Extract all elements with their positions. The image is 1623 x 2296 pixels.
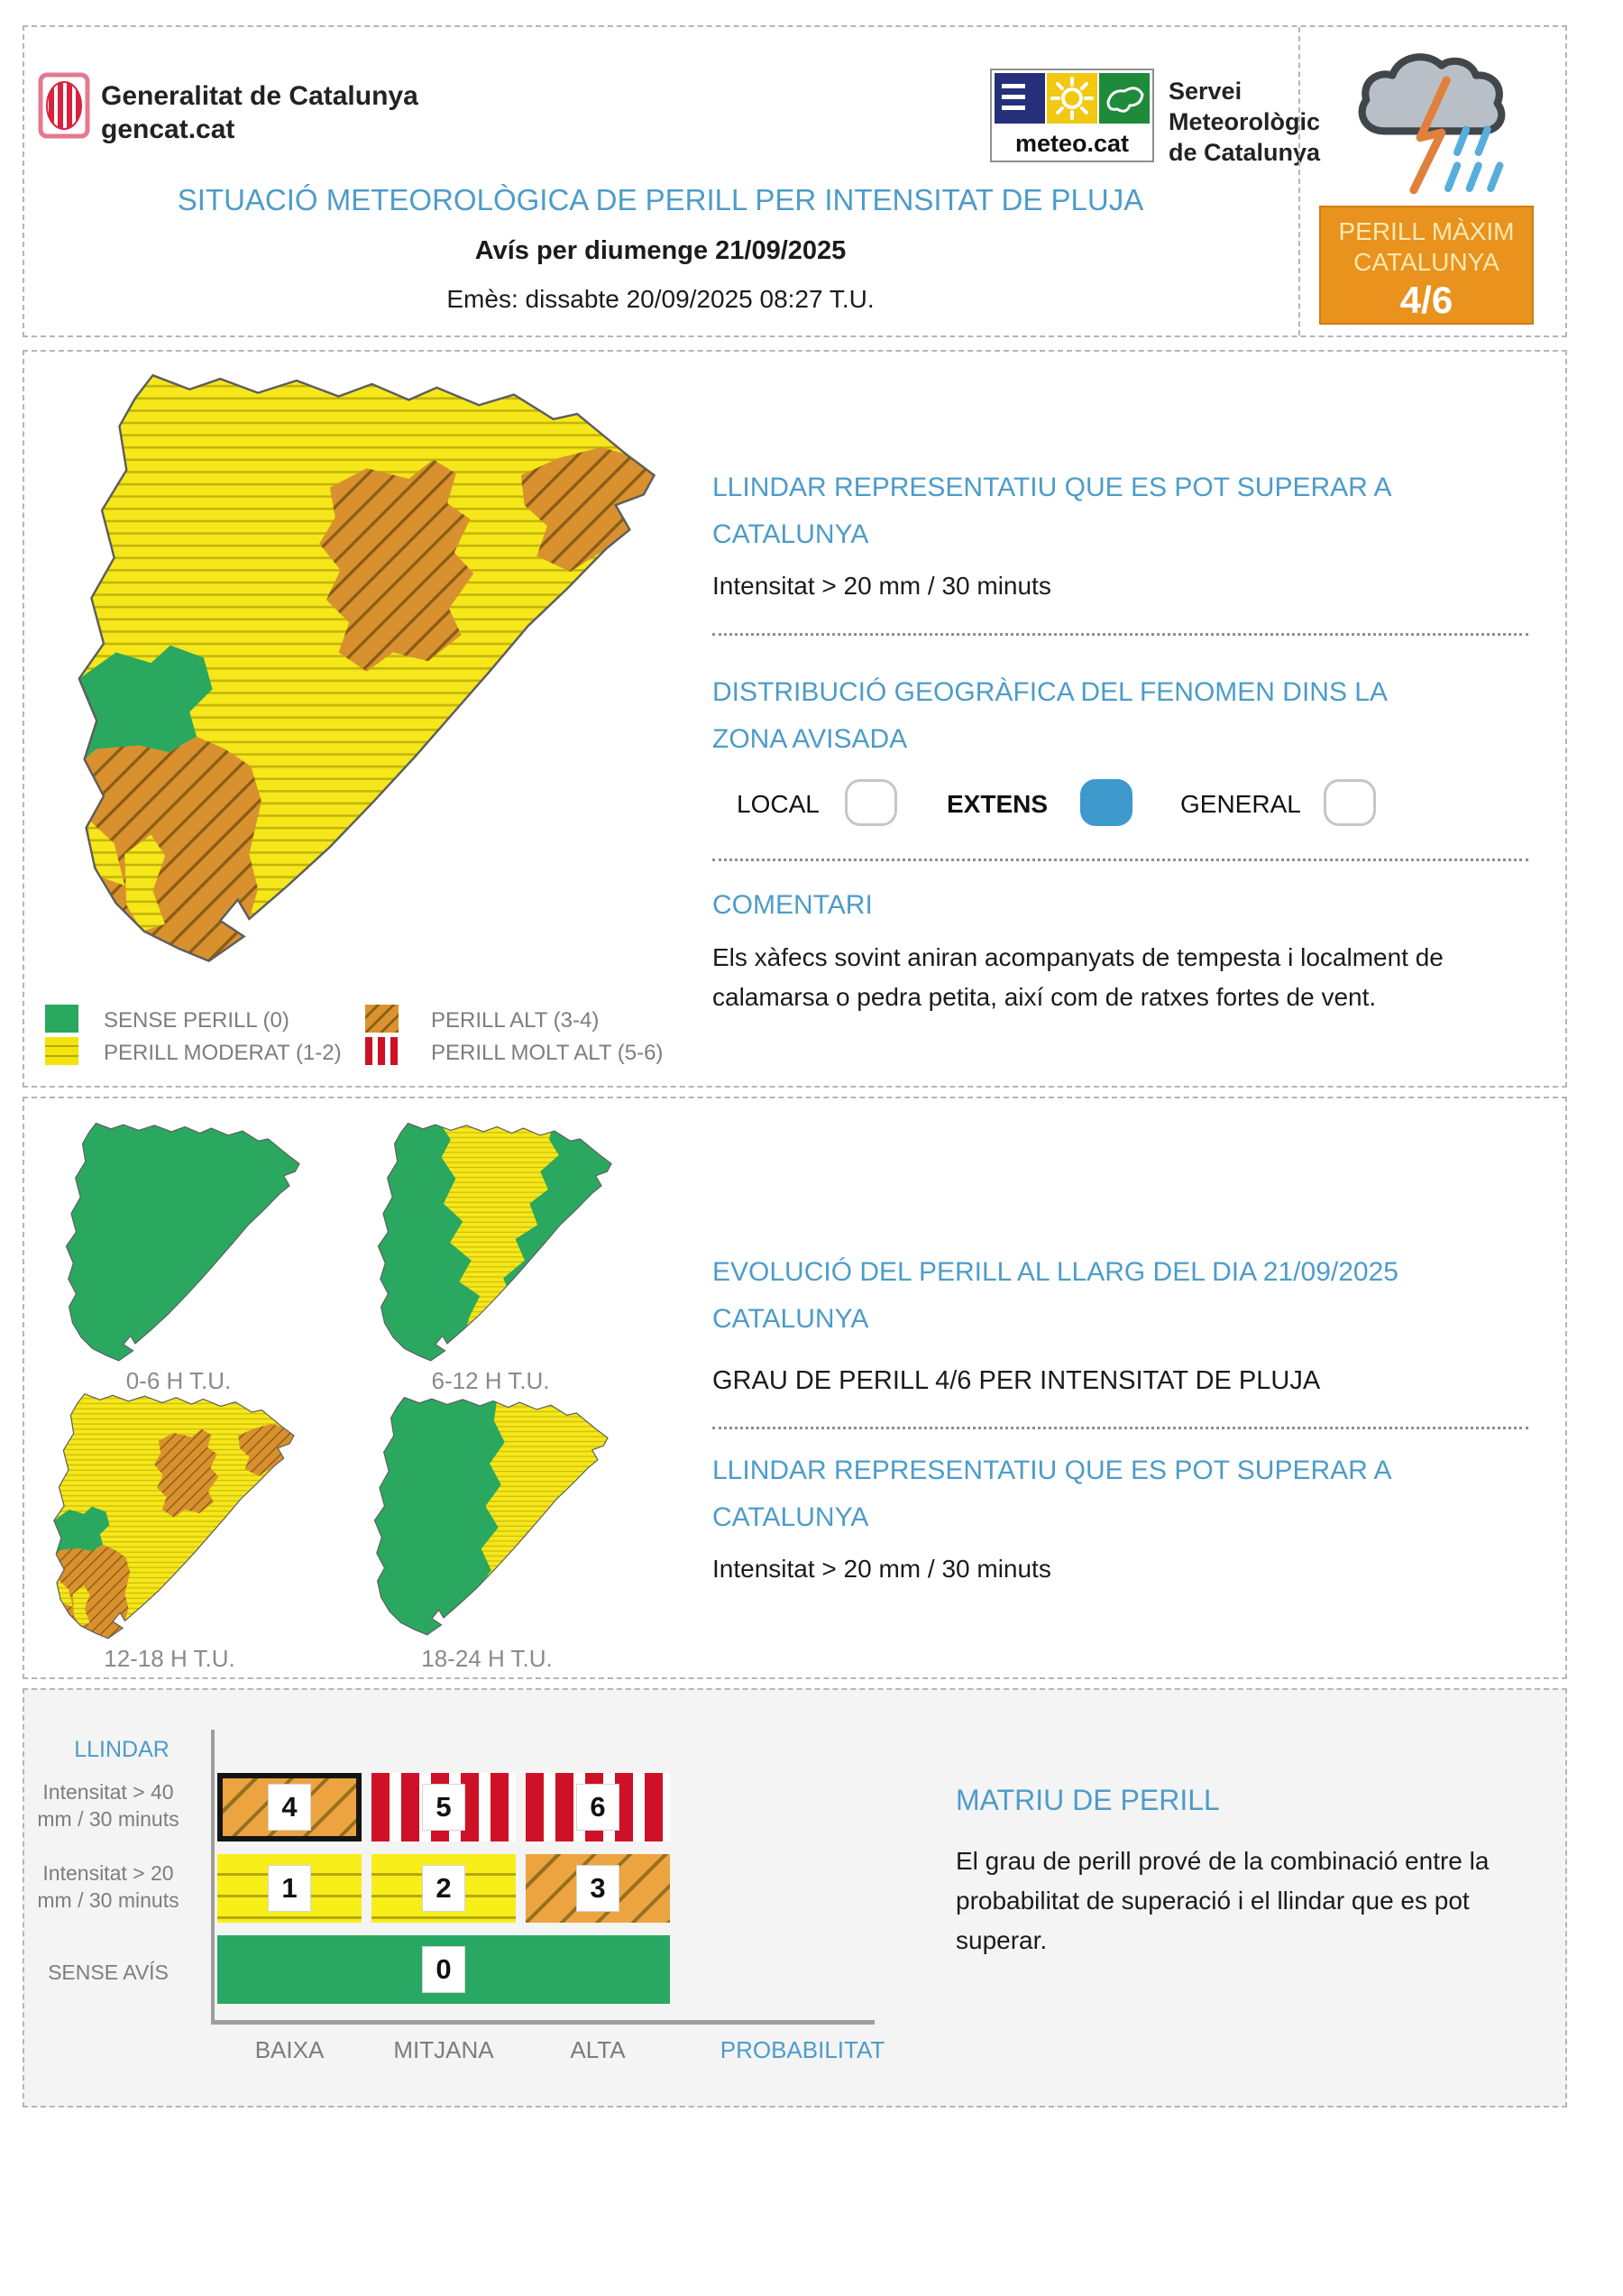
comentari-title: COMENTARI: [712, 890, 873, 920]
legend-swatch-red: [365, 1037, 399, 1065]
mini-map-label: 6-12 H T.U.: [431, 1367, 550, 1394]
gencat-domain: gencat.cat: [101, 115, 235, 144]
matrix-cell-4: 4: [217, 1773, 362, 1841]
matrix-cell-0: 0: [217, 1935, 670, 2004]
mini-map-label: 12-18 H T.U.: [104, 1645, 235, 1672]
llindar-title-2: LLINDAR REPRESENTATIU QUE ES POT SUPERAR A CATALUNYA: [712, 1456, 1390, 1532]
storm-cloud-icon: [1342, 34, 1538, 198]
meteocat-label: meteo.cat: [1014, 129, 1130, 157]
toggle-label-general: GENERAL: [1180, 790, 1301, 818]
legend-label: PERILL MOLT ALT (5-6): [431, 1041, 664, 1065]
smc-name: Servei Meteorològic de Catalunya: [1169, 78, 1321, 166]
matrix-row-label: SENSE AVÍS: [48, 1961, 169, 1984]
divider: [712, 633, 1528, 636]
page-subtitle: Avís per diumenge 21/09/2025: [474, 236, 847, 265]
mini-map-18-24: [353, 1392, 620, 1638]
matrix-x-axis: [211, 2020, 875, 2025]
matrix-title: MATRIU DE PERILL: [956, 1784, 1220, 1816]
evolution-title: EVOLUCIÓ DEL PERILL AL LLARG DEL DIA 21/09/2025 CATALUNYA: [712, 1257, 1398, 1334]
matrix-x-cat: BAIXA: [254, 2036, 325, 2063]
meteocat-menu-icon: [995, 73, 1045, 124]
matrix-cell-5: 5: [371, 1773, 516, 1841]
meteocat-logo: [990, 69, 1154, 162]
mini-map-6-12: [359, 1118, 622, 1364]
matrix-cell-6: 6: [526, 1773, 670, 1841]
matrix-cell-3: 3: [526, 1854, 670, 1923]
mini-map-label: 18-24 H T.U.: [421, 1645, 553, 1672]
page-title: SITUACIÓ METEOROLÒGICA DE PERILL PER INTENSITAT DE PLUJA: [177, 183, 1144, 216]
toggle-general[interactable]: [1324, 779, 1376, 826]
mini-map-0-6: [47, 1118, 310, 1364]
llindar-title: LLINDAR REPRESENTATIU QUE ES POT SUPERAR A CATALUNYA: [712, 473, 1390, 549]
distribucio-title: DISTRIBUCIÓ GEOGRÀFICA DEL FENOMEN DINS LA ZONA AVISADA: [712, 677, 1387, 754]
gencat-name: Generalitat de Catalunya: [101, 81, 418, 111]
evolution-grau: GRAU DE PERILL 4/6 PER INTENSITAT DE PLUJA: [712, 1366, 1321, 1395]
catalonia-outline-icon: [1099, 73, 1150, 124]
toggle-local[interactable]: [845, 779, 897, 826]
catalonia-danger-map: [41, 363, 672, 969]
comentari-text: Els xàfecs sovint aniran acompanyats de tempesta i localment de calamarsa o pedra petita, així com de ratxes fortes de vent.: [712, 943, 1444, 1011]
legend-label: SENSE PERILL (0): [104, 1008, 289, 1033]
max-danger-badge: [1319, 206, 1534, 325]
max-danger-label-1: PERILL MÀXIM: [1338, 217, 1515, 245]
legend-swatch-green: [45, 1005, 78, 1033]
llindar-value-2: Intensitat > 20 mm / 30 minuts: [712, 1555, 1051, 1583]
toggle-label-extens: EXTENS: [947, 790, 1049, 818]
divider: [712, 859, 1528, 861]
header-divider: [1298, 27, 1300, 335]
toggle-extens[interactable]: [1080, 779, 1132, 826]
max-danger-value: 4/6: [1399, 279, 1453, 321]
legend-swatch-yellow: [45, 1037, 78, 1065]
legend-label: PERILL MODERAT (1-2): [104, 1041, 342, 1065]
matrix-description: El grau de perill prové de la combinació entre la probabilitat de superació i el llindar que es pot superar.: [956, 1847, 1490, 1954]
toggle-label-local: LOCAL: [737, 790, 820, 818]
matrix-row-label: Intensitat > 40 mm / 30 minuts: [37, 1780, 179, 1831]
matrix-y-axis-label: LLINDAR: [74, 1737, 170, 1762]
matrix-cell-2: 2: [371, 1854, 516, 1923]
mini-map-12-18: [34, 1389, 305, 1641]
mini-map-label: 0-6 H T.U.: [125, 1367, 232, 1394]
gencat-shield-icon: [38, 72, 90, 139]
legend-swatch-orange: [365, 1005, 399, 1033]
matrix-row-label: Intensitat > 20 mm / 30 minuts: [37, 1861, 179, 1912]
matrix-cell-1: 1: [217, 1854, 362, 1923]
matrix-x-axis-label: PROBABILITAT: [720, 2036, 885, 2063]
issued-timestamp: Emès: dissabte 20/09/2025 08:27 T.U.: [446, 285, 875, 313]
matrix-x-cat: ALTA: [570, 2036, 626, 2063]
max-danger-label-2: CATALUNYA: [1353, 248, 1499, 276]
matrix-y-axis: [211, 1730, 215, 2024]
matrix-x-cat: MITJANA: [393, 2036, 494, 2063]
sun-icon: [1047, 73, 1097, 124]
divider: [712, 1427, 1528, 1429]
legend-label: PERILL ALT (3-4): [431, 1008, 600, 1033]
llindar-value: Intensitat > 20 mm / 30 minuts: [712, 572, 1051, 600]
